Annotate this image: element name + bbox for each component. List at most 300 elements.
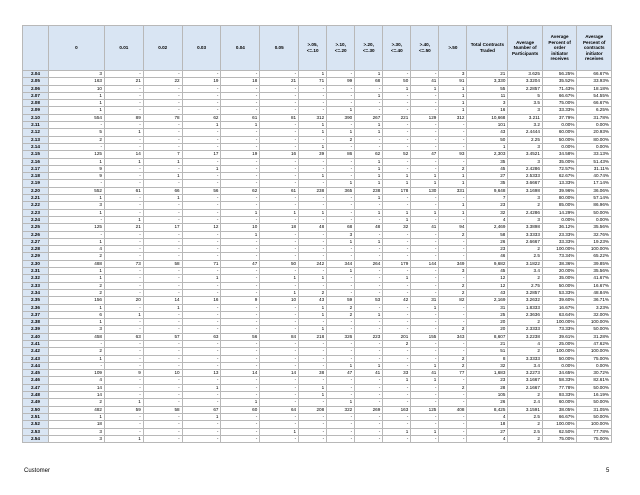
table-cell: 1	[48, 413, 104, 420]
table-cell: 1	[439, 85, 467, 92]
row-label: 2.52	[23, 421, 49, 428]
table-row	[23, 92, 612, 99]
table-cell: 4	[48, 246, 104, 253]
table-cell: -	[104, 289, 143, 296]
table-cell: 2.1667	[508, 384, 543, 391]
table-row	[23, 122, 612, 129]
table-cell: 50.00%	[577, 413, 612, 420]
table-cell: 39.61%	[542, 333, 577, 340]
table-cell: 1	[221, 399, 260, 406]
table-cell: 1	[355, 180, 383, 187]
table-cell: -	[260, 246, 299, 253]
table-cell: 4	[467, 435, 508, 442]
table-cell: -	[221, 384, 260, 391]
table-cell: 28	[467, 384, 508, 391]
table-cell: -	[327, 143, 355, 150]
table-cell: 2.4286	[508, 209, 543, 216]
column-header: >.50	[439, 26, 467, 71]
table-cell: -	[221, 107, 260, 114]
table-cell: 2	[48, 253, 104, 260]
table-cell: -	[355, 253, 383, 260]
table-cell: 50	[467, 136, 508, 143]
table-row	[23, 100, 612, 107]
table-cell: 2.5333	[508, 173, 543, 180]
table-cell: 1	[383, 173, 411, 180]
table-cell: -	[182, 399, 221, 406]
table-cell: 32.00%	[577, 311, 612, 318]
table-cell: -	[327, 216, 355, 223]
table-cell: 2,469	[467, 224, 508, 231]
table-cell: 1	[260, 209, 299, 216]
table-cell: 3.3333	[508, 231, 543, 238]
table-cell: -	[439, 435, 467, 442]
table-cell: 50.00%	[577, 209, 612, 216]
table-cell: -	[411, 355, 439, 362]
table-cell: -	[182, 311, 221, 318]
table-row	[23, 129, 612, 136]
table-cell: 2	[508, 421, 543, 428]
table-cell: 14.29%	[542, 209, 577, 216]
table-cell: -	[182, 253, 221, 260]
table-cell: 156	[48, 297, 104, 304]
table-cell: 85.00%	[542, 202, 577, 209]
table-cell: 2.6667	[508, 238, 543, 245]
table-cell: 9	[221, 297, 260, 304]
table-cell: 20.93%	[577, 129, 612, 136]
table-cell: -	[104, 340, 143, 347]
table-cell: 1,683	[467, 370, 508, 377]
table-row	[23, 114, 612, 121]
table-cell: -	[327, 85, 355, 92]
table-cell: -	[104, 362, 143, 369]
table-cell: 84	[260, 333, 299, 340]
table-cell: -	[355, 392, 383, 399]
table-cell: -	[299, 231, 327, 238]
table-cell: -	[439, 158, 467, 165]
row-label: 2.44	[23, 362, 49, 369]
table-row	[23, 246, 612, 253]
table-cell: 1	[327, 238, 355, 245]
table-cell: 91	[439, 78, 467, 85]
table-cell: 61	[260, 187, 299, 194]
table-cell: -	[383, 282, 411, 289]
table-cell: -	[299, 268, 327, 275]
table-cell: -	[299, 202, 327, 209]
table-cell: -	[143, 311, 182, 318]
table-cell: -	[411, 392, 439, 399]
table-cell: -	[260, 399, 299, 406]
table-cell: -	[143, 319, 182, 326]
row-label: 2.17	[23, 165, 49, 172]
table-cell: -	[143, 275, 182, 282]
table-cell: -	[260, 319, 299, 326]
table-cell: 3	[48, 428, 104, 435]
table-cell: 68	[327, 224, 355, 231]
table-cell: 125	[48, 151, 104, 158]
table-cell: -	[260, 362, 299, 369]
table-cell: -	[182, 129, 221, 136]
table-cell: -	[327, 326, 355, 333]
column-header: 0	[48, 26, 104, 71]
table-row	[23, 71, 612, 78]
table-cell: -	[143, 143, 182, 150]
table-cell: 1	[439, 209, 467, 216]
table-cell: -	[327, 348, 355, 355]
row-label: 2.19	[23, 180, 49, 187]
table-cell: 1	[104, 435, 143, 442]
table-cell: 1	[439, 92, 467, 99]
table-row	[23, 392, 612, 399]
table-cell: -	[355, 85, 383, 92]
table-cell: -	[143, 413, 182, 420]
table-cell: -	[48, 122, 104, 129]
table-cell: 60	[221, 406, 260, 413]
table-cell: -	[221, 136, 260, 143]
table-cell: -	[439, 143, 467, 150]
table-cell: 34.65%	[542, 370, 577, 377]
table-cell: 42	[383, 297, 411, 304]
table-cell: 3.3333	[508, 355, 543, 362]
table-cell: 3	[327, 231, 355, 238]
table-cell: 18.18%	[577, 85, 612, 92]
row-label: 2.16	[23, 158, 49, 165]
table-cell: 56	[182, 187, 221, 194]
table-cell: 62	[221, 187, 260, 194]
table-cell: -	[411, 275, 439, 282]
table-cell: -	[439, 348, 467, 355]
row-label: 2.20	[23, 187, 49, 194]
table-cell: 1	[182, 413, 221, 420]
table-cell: 3.2238	[508, 333, 543, 340]
table-cell: 0.00%	[577, 122, 612, 129]
table-cell: 54.55%	[577, 92, 612, 99]
table-row	[23, 428, 612, 435]
table-cell: 68	[355, 78, 383, 85]
row-label: 2.29	[23, 253, 49, 260]
table-cell: 1	[48, 275, 104, 282]
table-cell: -	[182, 326, 221, 333]
table-cell: -	[221, 362, 260, 369]
table-cell: 10	[143, 370, 182, 377]
table-cell: 50.00%	[542, 282, 577, 289]
table-cell: 71.43%	[542, 85, 577, 92]
table-cell: -	[411, 165, 439, 172]
table-cell: -	[104, 428, 143, 435]
table-cell: -	[327, 209, 355, 216]
table-cell: 60.00%	[542, 399, 577, 406]
table-cell: 33.33%	[542, 107, 577, 114]
table-cell: -	[143, 246, 182, 253]
table-cell: 0.00%	[542, 122, 577, 129]
table-cell: 9,648	[467, 187, 508, 194]
table-cell: 1	[221, 122, 260, 129]
table-cell: -	[182, 209, 221, 216]
table-cell: -	[260, 348, 299, 355]
table-cell: -	[221, 326, 260, 333]
table-cell: 56.25%	[542, 71, 577, 78]
table-cell: -	[260, 282, 299, 289]
table-cell: -	[221, 158, 260, 165]
table-cell: 66.67%	[542, 413, 577, 420]
table-cell: 18	[221, 78, 260, 85]
table-cell: -	[260, 238, 299, 245]
table-cell: 3.211	[508, 114, 543, 121]
table-cell: 179	[383, 260, 411, 267]
table-cell: 10	[221, 224, 260, 231]
table-cell: 35	[467, 158, 508, 165]
table-cell: 63.64%	[542, 311, 577, 318]
table-cell: 1	[355, 71, 383, 78]
table-cell: -	[411, 348, 439, 355]
table-cell: 58	[143, 260, 182, 267]
row-label: 2.24	[23, 216, 49, 223]
table-cell: -	[182, 362, 221, 369]
table-cell: 0.00%	[542, 143, 577, 150]
table-cell: 59	[327, 297, 355, 304]
row-label: 2.21	[23, 195, 49, 202]
table-cell: 3	[48, 435, 104, 442]
table-cell: 101	[467, 122, 508, 129]
table-cell: 1	[221, 209, 260, 216]
table-cell: -	[182, 421, 221, 428]
table-cell: 3	[508, 195, 543, 202]
table-row	[23, 297, 612, 304]
table-cell: -	[260, 143, 299, 150]
table-cell: 1	[411, 304, 439, 311]
table-cell: 14	[48, 384, 104, 391]
table-cell: -	[260, 129, 299, 136]
table-cell: 8	[467, 355, 508, 362]
table-cell: 38.36%	[542, 260, 577, 267]
table-cell: 38.05%	[542, 406, 577, 413]
table-cell: 89	[104, 114, 143, 121]
table-cell: 2	[327, 136, 355, 143]
table-cell: 66.67%	[577, 71, 612, 78]
table-cell: 1	[299, 122, 327, 129]
table-cell: 2.4286	[508, 165, 543, 172]
table-cell: -	[299, 216, 327, 223]
table-row	[23, 260, 612, 267]
column-header: >.10, <=.20	[327, 26, 355, 71]
table-cell: 2	[383, 340, 411, 347]
table-cell: -	[221, 85, 260, 92]
table-cell: 26	[467, 399, 508, 406]
table-cell: -	[221, 413, 260, 420]
table-cell: 45	[467, 268, 508, 275]
table-cell: 1	[182, 275, 221, 282]
table-cell: -	[143, 107, 182, 114]
table-cell: 57	[143, 333, 182, 340]
table-cell: 408	[439, 406, 467, 413]
table-cell: -	[221, 173, 260, 180]
table-row	[23, 238, 612, 245]
table-cell: 12	[467, 282, 508, 289]
table-cell: -	[182, 340, 221, 347]
table-cell: 4	[467, 216, 508, 223]
table-cell: 50.00%	[542, 136, 577, 143]
table-cell: 75.00%	[577, 355, 612, 362]
table-cell: -	[143, 129, 182, 136]
table-cell: -	[383, 304, 411, 311]
table-cell: 349	[439, 260, 467, 267]
table-cell: -	[355, 231, 383, 238]
row-label: 2.22	[23, 202, 49, 209]
table-cell: -	[182, 289, 221, 296]
table-cell: 16	[467, 107, 508, 114]
table-cell: -	[411, 319, 439, 326]
table-cell: 1	[299, 173, 327, 180]
table-cell: -	[383, 362, 411, 369]
table-cell: 1	[355, 362, 383, 369]
table-cell: 35	[467, 180, 508, 187]
table-cell: -	[299, 362, 327, 369]
table-cell: -	[355, 413, 383, 420]
table-cell: 73	[104, 260, 143, 267]
row-label: 2.53	[23, 428, 49, 435]
table-cell: 2.25	[508, 136, 543, 143]
table-cell: 50	[260, 260, 299, 267]
table-cell: 552	[48, 187, 104, 194]
table-cell: 14	[260, 370, 299, 377]
row-label: 2.14	[23, 143, 49, 150]
table-cell: 3	[508, 143, 543, 150]
table-cell: -	[327, 413, 355, 420]
table-cell: -	[327, 319, 355, 326]
table-cell: 1	[221, 231, 260, 238]
table-cell: -	[299, 238, 327, 245]
table-cell: -	[327, 282, 355, 289]
table-cell: -	[299, 85, 327, 92]
table-cell: -	[182, 428, 221, 435]
table-cell: 1	[327, 180, 355, 187]
table-cell: 1	[48, 319, 104, 326]
table-cell: -	[182, 180, 221, 187]
row-label: 2.43	[23, 355, 49, 362]
table-cell: -	[104, 100, 143, 107]
table-cell: 2	[508, 275, 543, 282]
table-cell: 322	[327, 406, 355, 413]
table-cell: -	[327, 340, 355, 347]
table-cell: -	[221, 377, 260, 384]
table-cell: 100.00%	[542, 348, 577, 355]
table-cell: 13.33%	[542, 180, 577, 187]
table-cell: -	[260, 173, 299, 180]
table-cell: -	[143, 202, 182, 209]
table-cell: -	[104, 180, 143, 187]
table-cell: 0.00%	[542, 362, 577, 369]
table-cell: -	[221, 253, 260, 260]
table-cell: -	[411, 238, 439, 245]
table-cell: -	[383, 355, 411, 362]
table-cell: -	[327, 253, 355, 260]
table-cell: -	[182, 195, 221, 202]
table-cell: -	[383, 348, 411, 355]
table-cell: 1	[104, 158, 143, 165]
table-cell: 47.62%	[577, 340, 612, 347]
table-cell: 208	[299, 406, 327, 413]
table-cell: 0.00%	[577, 143, 612, 150]
table-cell: 38	[299, 370, 327, 377]
table-cell: -	[355, 384, 383, 391]
table-cell: 48.84%	[577, 289, 612, 296]
table-cell: 53	[355, 297, 383, 304]
table-cell: 2,169	[467, 297, 508, 304]
table-cell: -	[299, 319, 327, 326]
table-cell: -	[439, 340, 467, 347]
row-label: 2.32	[23, 275, 49, 282]
table-cell: 2	[508, 348, 543, 355]
table-cell: 62	[355, 151, 383, 158]
row-label: 2.36	[23, 304, 49, 311]
table-cell: 47	[327, 370, 355, 377]
table-cell: 17	[182, 151, 221, 158]
table-cell: 1	[383, 428, 411, 435]
table-cell: 390	[327, 114, 355, 121]
table-cell: -	[355, 275, 383, 282]
table-cell: 100.00%	[577, 348, 612, 355]
row-label: 2.05	[23, 78, 49, 85]
table-cell: 100.00%	[577, 319, 612, 326]
table-cell: -	[48, 143, 104, 150]
table-cell: -	[260, 85, 299, 92]
table-cell: 8,425	[467, 406, 508, 413]
table-cell: -	[411, 195, 439, 202]
table-cell: 105	[467, 392, 508, 399]
table-cell: -	[383, 122, 411, 129]
table-cell: 31	[411, 297, 439, 304]
table-cell: 2.5	[508, 428, 543, 435]
table-cell: 51	[467, 348, 508, 355]
table-body	[23, 71, 612, 443]
table-cell: -	[260, 136, 299, 143]
table-cell: 2	[508, 202, 543, 209]
table-cell: -	[299, 428, 327, 435]
table-cell: 125	[48, 224, 104, 231]
table-cell: 60.00%	[542, 129, 577, 136]
table-cell: 130	[411, 187, 439, 194]
table-cell: 66.67%	[542, 92, 577, 99]
table-row	[23, 195, 612, 202]
table-cell: 344	[327, 260, 355, 267]
table-row	[23, 151, 612, 158]
table-cell: -	[260, 421, 299, 428]
table-cell: -	[327, 384, 355, 391]
table-cell: -	[383, 129, 411, 136]
table-cell: -	[439, 428, 467, 435]
table-cell: -	[143, 340, 182, 347]
row-label: 2.51	[23, 413, 49, 420]
table-cell: -	[48, 231, 104, 238]
table-cell: -	[104, 238, 143, 245]
table-cell: 7	[143, 151, 182, 158]
table-cell: 1	[411, 85, 439, 92]
column-header: 0.03	[182, 26, 221, 71]
table-cell: 39.85%	[577, 260, 612, 267]
row-label: 2.46	[23, 377, 49, 384]
table-cell: 2	[508, 435, 543, 442]
table-cell: -	[221, 421, 260, 428]
table-cell: 2.3333	[508, 326, 543, 333]
table-cell: -	[383, 238, 411, 245]
table-cell: 1	[48, 355, 104, 362]
table-cell: -	[355, 246, 383, 253]
table-cell: 48	[299, 224, 327, 231]
table-cell: 41	[411, 370, 439, 377]
table-cell: -	[383, 435, 411, 442]
table-cell: 1	[383, 180, 411, 187]
table-cell: 71	[182, 260, 221, 267]
table-cell: 32	[467, 209, 508, 216]
